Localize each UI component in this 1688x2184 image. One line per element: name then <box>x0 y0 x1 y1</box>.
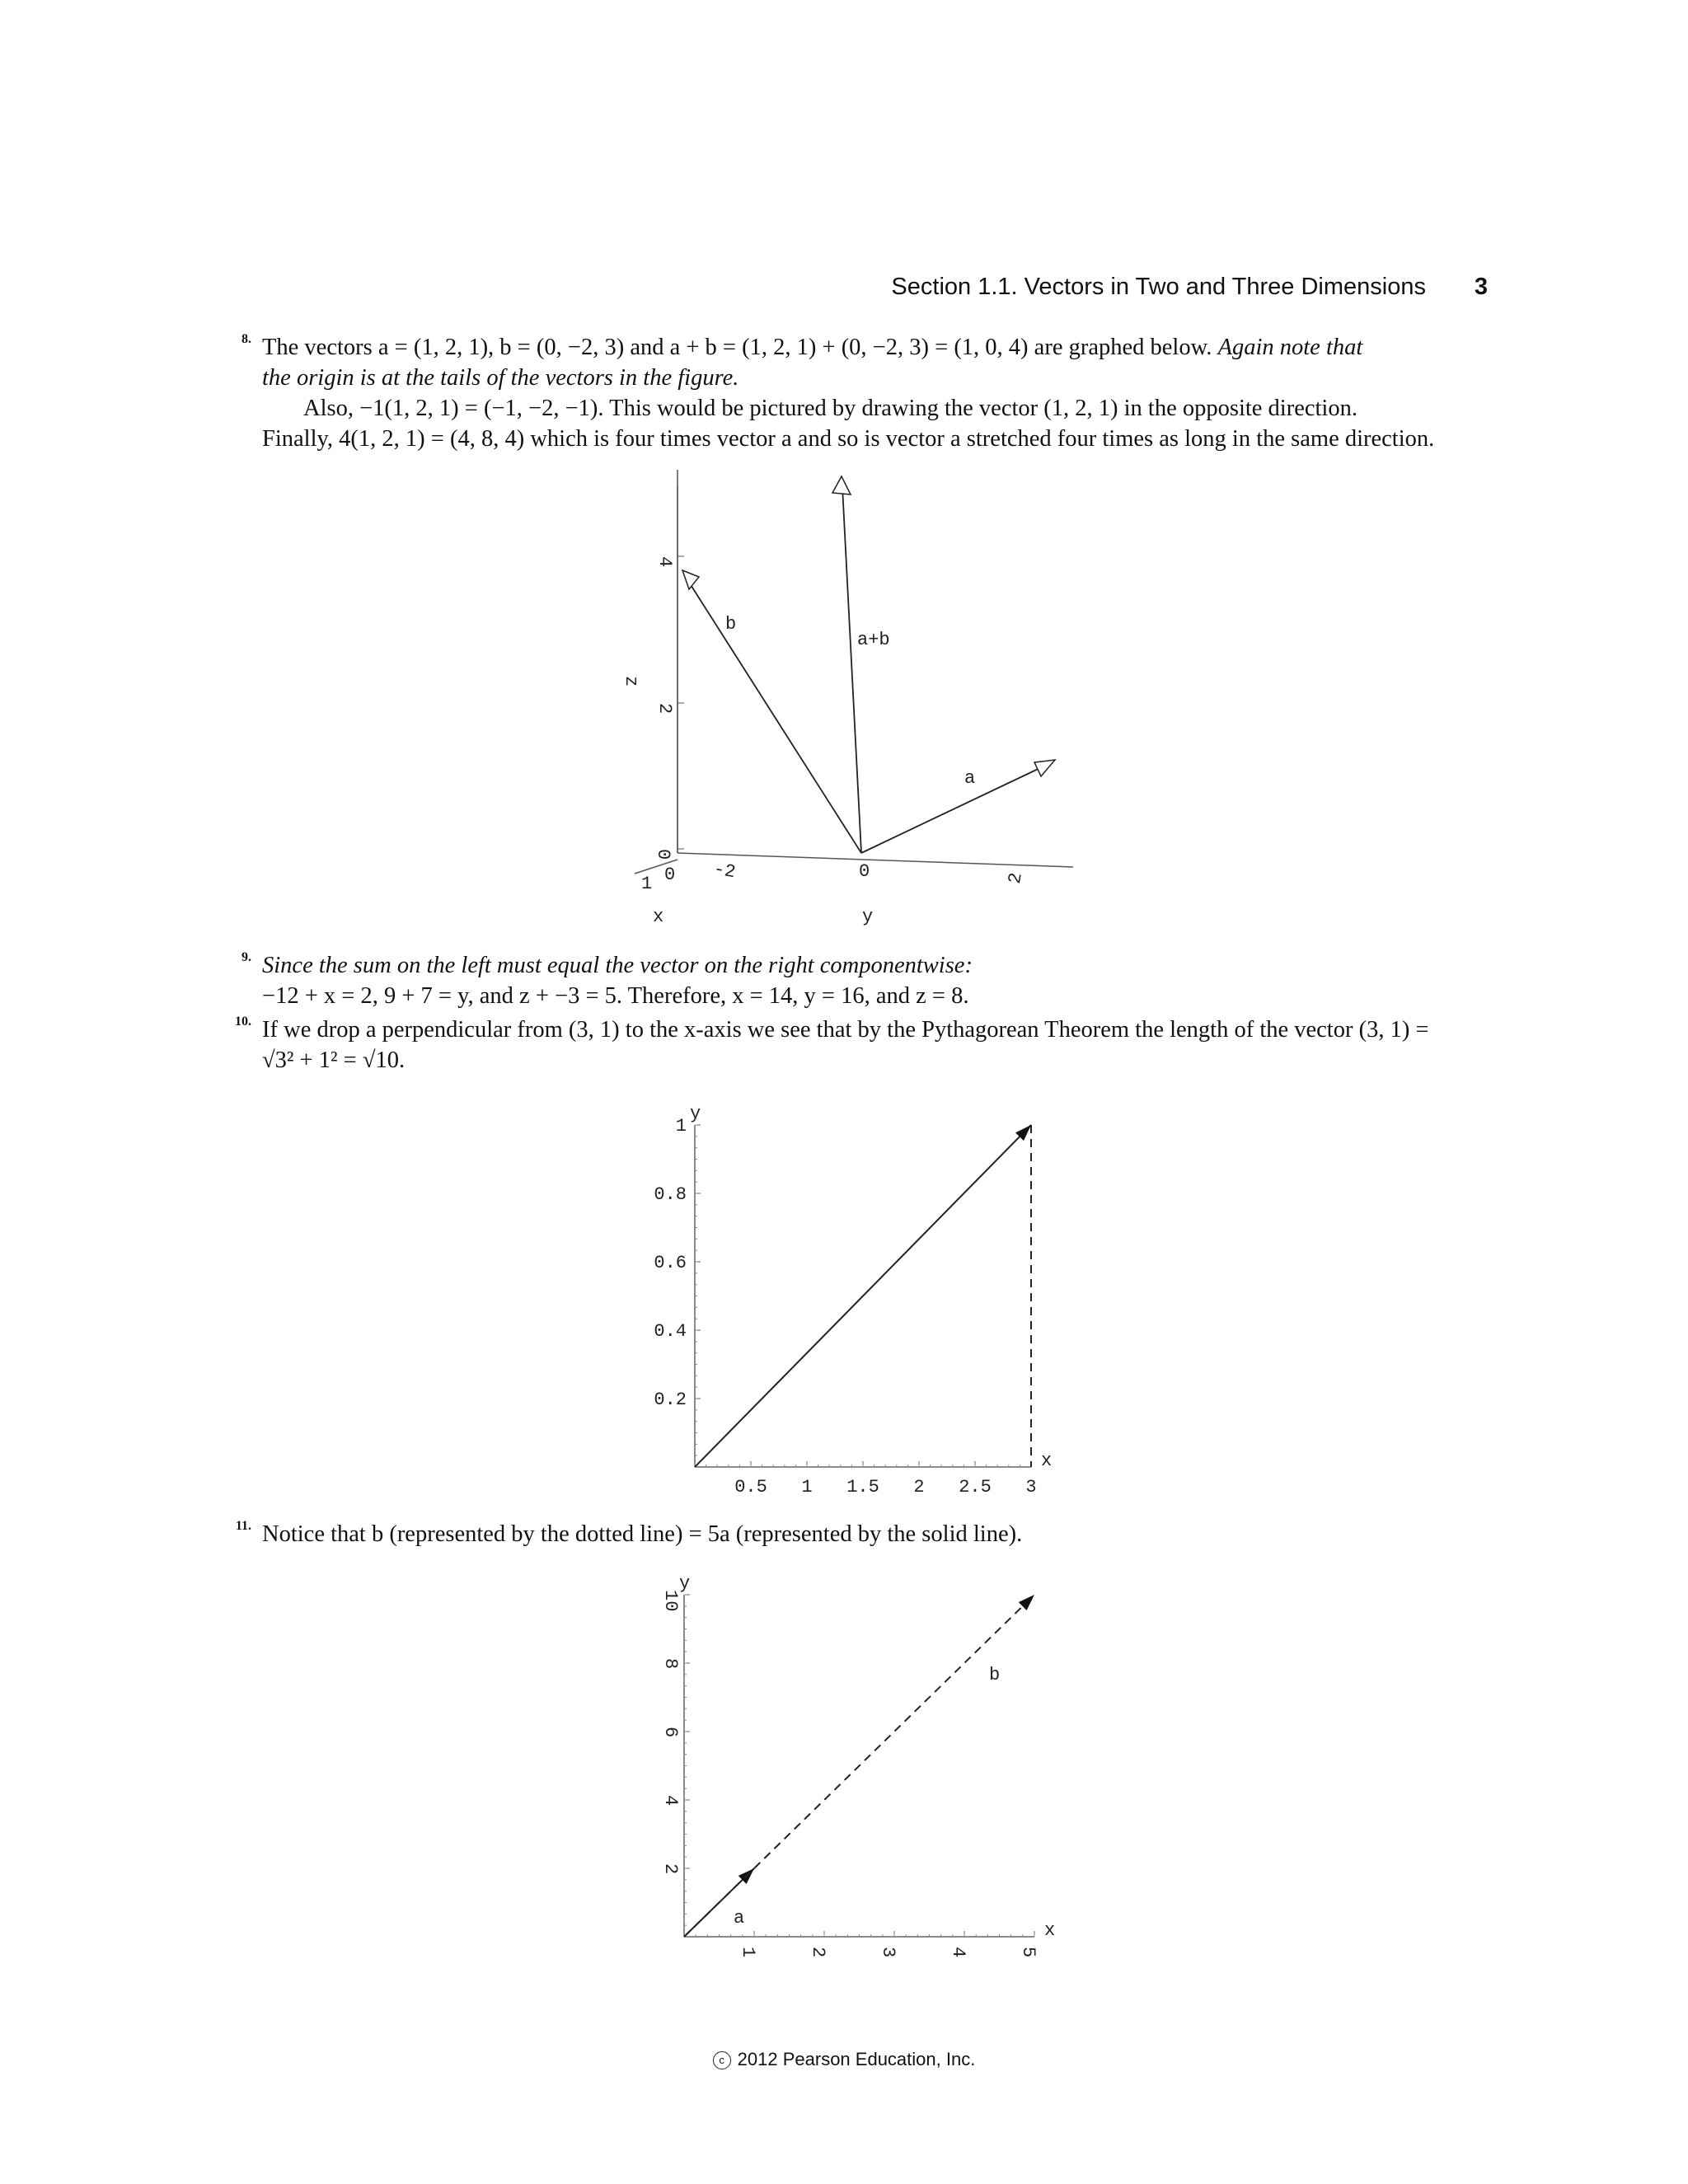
series-arrowhead <box>1019 1595 1034 1610</box>
x-tick-label: 1 <box>801 1477 813 1496</box>
x-tick-label: 0 <box>664 865 676 885</box>
y-tick-label: 1 <box>675 1116 687 1137</box>
x-tick-label: 3 <box>878 1947 898 1958</box>
problem-8-line-3: Also, −1(1, 2, 1) = (−1, −2, −1). This would be pictured by drawing the vector (1, 2, 1) in the opposite direction. <box>303 396 1357 421</box>
x-tick-label: 2 <box>913 1477 925 1496</box>
problem-8-number: 8. <box>241 332 251 346</box>
y-tick-label: 0.6 <box>654 1253 687 1273</box>
problem-9-line-1: Since the sum on the left must equal the vector on the right componentwise: <box>262 953 973 978</box>
z-axis-label: z <box>621 676 641 687</box>
footer <box>0 2049 1688 2070</box>
y-tick-label: 10 <box>660 1590 681 1612</box>
x-axis-label: x <box>1041 1451 1053 1471</box>
running-header <box>824 274 1488 307</box>
x-tick-label: 5 <box>1018 1947 1039 1958</box>
vector-a-plus-b <box>842 486 861 853</box>
series-label: a <box>734 1908 745 1929</box>
z-tick-label: 4 <box>654 556 675 568</box>
y-axis-label: y <box>690 1104 701 1124</box>
problem-8-line-2: the origin is at the tails of the vectors in the figure. <box>262 365 739 391</box>
vector-a-label: a <box>964 768 976 789</box>
series-line <box>684 1595 1034 1937</box>
problem-10-line-1: If we drop a perpendicular from (3, 1) to the x-axis we see that by the Pythagorean Theorem the length of the vector (3, 1) = <box>262 1017 1429 1043</box>
vector-a <box>861 765 1047 853</box>
x-tick-label: 2 <box>808 1947 828 1958</box>
section-title: Section 1.1. Vectors in Two and Three Dimensions <box>891 274 1426 300</box>
x-tick-label: 4 <box>948 1947 968 1958</box>
problem-9-line-2: −12 + x = 2, 9 + 7 = y, and z + −3 = 5. Therefore, x = 14, y = 16, and z = 8. <box>262 983 969 1009</box>
problem-11-line-1: Notice that b (represented by the dotted line) = 5a (represented by the solid line). <box>262 1521 1023 1547</box>
x-tick-label: 1 <box>641 874 653 894</box>
y-tick-label: 4 <box>660 1795 681 1807</box>
x-axis-label: x <box>653 907 664 927</box>
x-tick-label: 1.5 <box>846 1477 879 1496</box>
problem-9-number: 9. <box>241 950 251 964</box>
copyright-icon: c <box>713 2051 731 2069</box>
series-label: b <box>989 1665 1001 1685</box>
page-number: 3 <box>1474 274 1488 300</box>
y-tick-label: -2 <box>711 859 738 883</box>
y-tick-label: 0 <box>859 861 870 882</box>
problem-11-number: 11. <box>235 1519 251 1533</box>
x-tick-label: 0.5 <box>734 1477 767 1496</box>
z-tick-label: 2 <box>654 703 675 715</box>
y-tick-label: 2 <box>1004 870 1027 886</box>
y-tick-label: 8 <box>660 1658 681 1670</box>
vector-a-arrowhead <box>1034 760 1055 776</box>
problem-10-line-2: √3² + 1² = √10. <box>262 1047 406 1073</box>
x-axis-label: x <box>1044 1920 1056 1941</box>
y-tick-label: 2 <box>660 1863 681 1875</box>
y-tick-label: 6 <box>660 1727 681 1738</box>
problem-8-text <box>262 332 1434 454</box>
vector-b-label: b <box>725 614 737 635</box>
vector-b <box>688 581 861 853</box>
series-line <box>695 1125 1031 1467</box>
fig3-axes <box>660 1573 1055 1957</box>
x-tick-label: 3 <box>1025 1477 1037 1496</box>
fig2-axes <box>654 1104 1052 1496</box>
problem-8-line-1: The vectors a = (1, 2, 1), b = (0, −2, 3) and a + b = (1, 2, 1) + (0, −2, 3) = (1, 0, 4) are graphed below. Again note that <box>262 335 1363 360</box>
x-tick-label: 1 <box>738 1947 758 1958</box>
y-tick-label: 0.2 <box>654 1390 687 1410</box>
figure-vectors-a-b <box>635 1570 1063 1982</box>
problem-8-line-4: Finally, 4(1, 2, 1) = (4, 8, 4) which is four times vector a and so is vector a stretched four times as long in the same direction. <box>262 426 1435 452</box>
y-axis <box>678 853 1073 867</box>
copyright-text: 2012 Pearson Education, Inc. <box>737 2049 976 2069</box>
figure-vector-3-1 <box>635 1092 1063 1496</box>
vector-a-plus-b-label: a+b <box>857 630 890 650</box>
y-tick-label: 0.8 <box>654 1184 687 1205</box>
vector-a-plus-b-arrowhead <box>832 476 851 494</box>
problem-11-text <box>262 1519 1022 1549</box>
problem-10-number: 10. <box>235 1015 251 1029</box>
z-tick-label: 0 <box>653 849 673 860</box>
x-tick-label: 2.5 <box>959 1477 992 1496</box>
y-axis-label: y <box>862 907 874 927</box>
figure-3d-vectors <box>610 470 1088 931</box>
vector-b-arrowhead <box>682 570 699 589</box>
problem-9-text <box>262 950 973 1011</box>
y-axis-label: y <box>679 1573 691 1594</box>
problem-10-text <box>262 1015 1429 1076</box>
y-tick-label: 0.4 <box>654 1321 687 1342</box>
